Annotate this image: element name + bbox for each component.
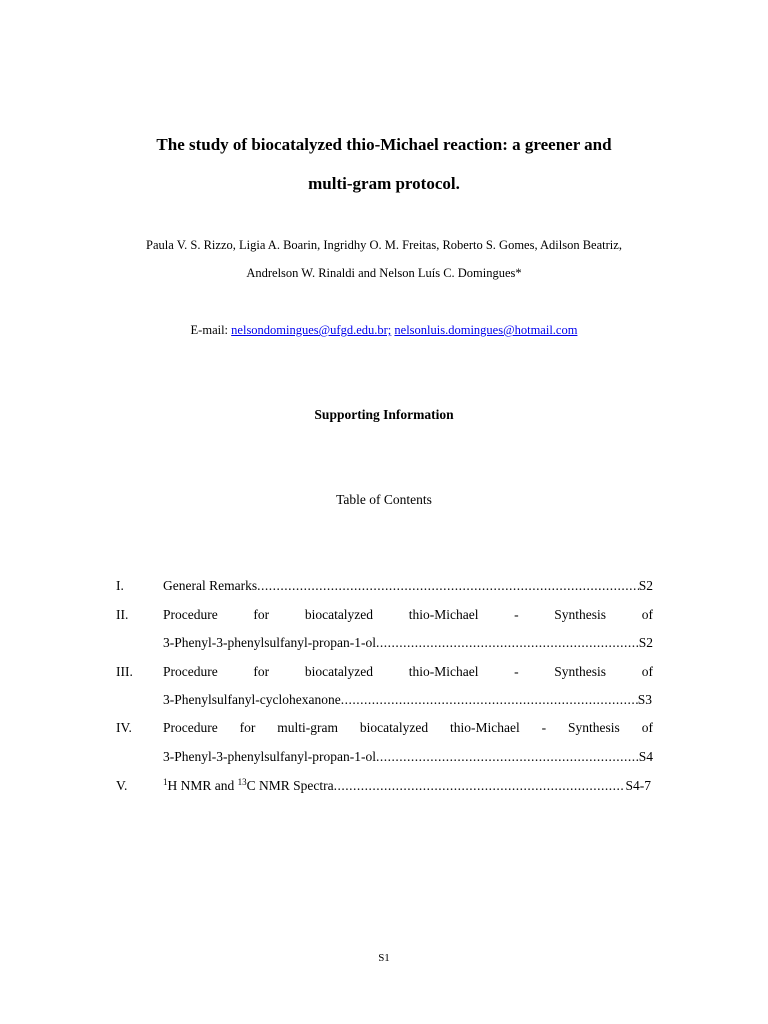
toc-word: for bbox=[253, 664, 270, 679]
paper-title-line-1: The study of biocatalyzed thio-Michael reaction: a greener and bbox=[156, 135, 612, 154]
toc-entry-3-continuation bbox=[0, 691, 768, 709]
toc-entry-1-text bbox=[163, 577, 653, 595]
toc-leader-dots bbox=[341, 691, 638, 709]
toc-entry-3 bbox=[0, 663, 768, 681]
toc-entry-3-label: 3-Phenylsulfanyl-cyclohexanone bbox=[163, 692, 341, 707]
toc-entry-4-continuation bbox=[0, 748, 768, 766]
toc-word: of bbox=[641, 607, 653, 622]
toc-leader-dots bbox=[376, 748, 639, 766]
toc-entry-5-label-part-1: H NMR and bbox=[167, 778, 238, 793]
toc-word: biocatalyzed bbox=[304, 664, 374, 679]
authors-line-1: Paula V. S. Rizzo, Ligia A. Boarin, Ingridhy O. M. Freitas, Roberto S. Gomes, Adilson Beatriz, bbox=[146, 238, 622, 252]
toc-entry-5-page: S4-7 bbox=[625, 778, 651, 793]
toc-entry-3-number: III. bbox=[116, 664, 133, 679]
toc-entry-1-label: General Remarks bbox=[163, 578, 258, 593]
toc-word: - bbox=[514, 664, 519, 679]
email-line bbox=[0, 322, 768, 338]
toc-entry-1 bbox=[0, 577, 768, 595]
toc-word: Synthesis bbox=[554, 607, 607, 622]
toc-entry-2-line-2 bbox=[163, 634, 653, 652]
toc-entry-5-number: V. bbox=[116, 778, 128, 793]
email-link-2[interactable]: nelsonluis.domingues@hotmail.com bbox=[394, 323, 578, 337]
toc-word: thio-Michael bbox=[450, 720, 520, 735]
toc-entry-2 bbox=[0, 606, 768, 624]
table-of-contents-heading: Table of Contents bbox=[336, 492, 432, 507]
toc-entry-4-line-2 bbox=[163, 748, 653, 766]
page-number: S1 bbox=[378, 952, 390, 964]
toc-word: thio-Michael bbox=[408, 664, 479, 679]
toc-word: for bbox=[253, 607, 270, 622]
toc-entry-4-line-1 bbox=[163, 719, 653, 737]
toc-word: Procedure bbox=[163, 720, 218, 735]
toc-word: Synthesis bbox=[554, 664, 607, 679]
toc-entry-1-page: S2 bbox=[638, 578, 653, 593]
toc-entry-2-number: II. bbox=[116, 607, 129, 622]
toc-entry-3-page: S3 bbox=[637, 692, 652, 707]
toc-word: - bbox=[541, 720, 547, 735]
toc-word: Procedure bbox=[163, 607, 218, 622]
toc-entry-5 bbox=[0, 777, 768, 795]
toc-word: of bbox=[641, 720, 653, 735]
toc-leader-dots bbox=[257, 577, 639, 595]
toc-word: thio-Michael bbox=[408, 607, 479, 622]
toc-entry-5-label-part-2: C NMR Spectra bbox=[246, 778, 334, 793]
toc-entry-2-line-1 bbox=[163, 606, 653, 624]
superscript-13: 13 bbox=[237, 777, 247, 787]
toc-entry-4-number: IV. bbox=[116, 720, 132, 735]
toc-word: of bbox=[641, 664, 653, 679]
toc-word: multi-gram bbox=[277, 720, 339, 735]
toc-entry-2-continuation bbox=[0, 634, 768, 652]
toc-entry-5-label bbox=[163, 777, 334, 795]
toc-word: biocatalyzed bbox=[359, 720, 429, 735]
toc-entry-4 bbox=[0, 719, 768, 737]
email-label: E-mail: bbox=[190, 323, 232, 337]
supporting-information-heading: Supporting Information bbox=[314, 407, 454, 422]
toc-word: - bbox=[514, 607, 519, 622]
toc-entry-2-label: 3-Phenyl-3-phenylsulfanyl-propan-1-ol bbox=[163, 635, 376, 650]
toc-entry-5-text bbox=[163, 777, 651, 795]
toc-entry-4-page: S4 bbox=[638, 749, 653, 764]
superscript-1: 1 bbox=[163, 777, 168, 787]
toc-leader-dots bbox=[376, 634, 639, 652]
email-link-1[interactable]: nelsondomingues@ufgd.edu.br; bbox=[231, 323, 392, 337]
toc-word: Procedure bbox=[163, 664, 218, 679]
toc-entry-1-number: I. bbox=[116, 578, 124, 593]
toc-leader-dots bbox=[334, 777, 626, 795]
toc-entry-3-line-2 bbox=[163, 691, 652, 709]
toc-word: for bbox=[239, 720, 256, 735]
paper-title-line-2: multi-gram protocol. bbox=[308, 174, 460, 193]
toc-entry-4-label: 3-Phenyl-3-phenylsulfanyl-propan-1-ol bbox=[163, 749, 376, 764]
authors-line-2: Andrelson W. Rinaldi and Nelson Luís C. Domingues* bbox=[246, 266, 522, 280]
toc-entry-3-line-1 bbox=[163, 663, 653, 681]
toc-word: biocatalyzed bbox=[304, 607, 374, 622]
toc-word: Synthesis bbox=[568, 720, 620, 735]
toc-entry-2-page: S2 bbox=[638, 635, 653, 650]
